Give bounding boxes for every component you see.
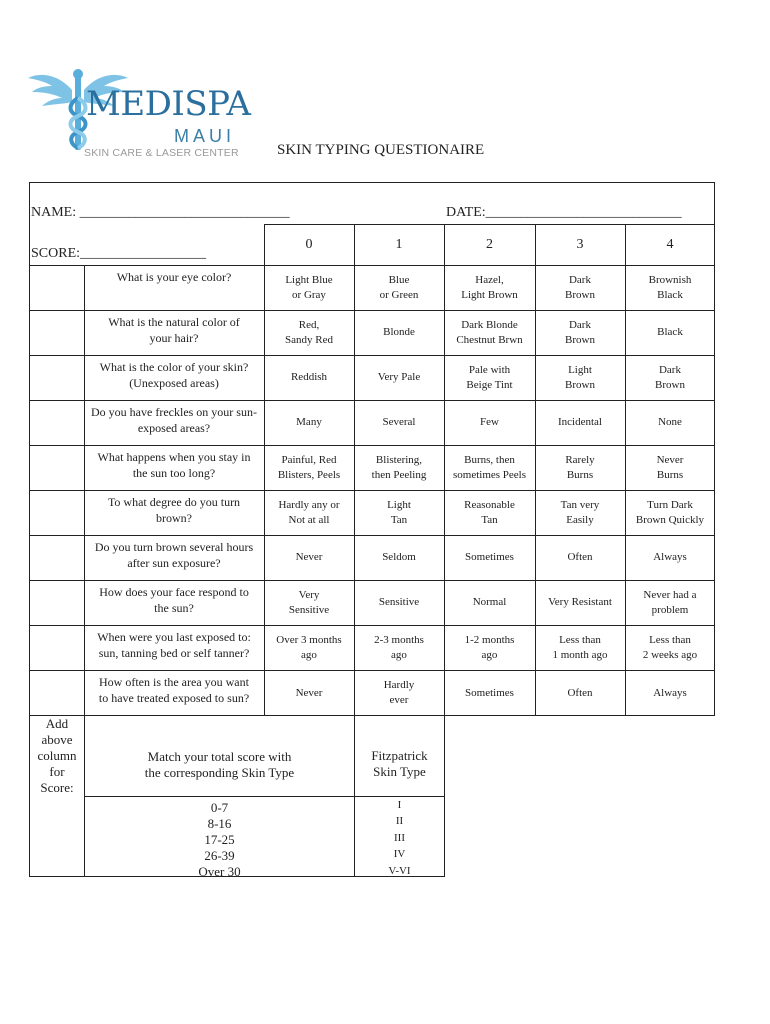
answer-option[interactable]: Hazel, Light Brown: [461, 273, 518, 301]
answer-option[interactable]: Never: [295, 686, 323, 699]
match-label: Match your total score with the corresponding Skin Type: [144, 749, 295, 780]
question-text: Do you have freckles on your sun- exposed areas?: [91, 405, 257, 435]
answer-option[interactable]: Seldom: [382, 551, 416, 563]
answer-option[interactable]: Sensitive: [378, 596, 420, 608]
answer-option[interactable]: Blonde: [383, 326, 415, 338]
skin-type-item: IV: [393, 848, 406, 860]
score-range-item: 26-39: [204, 848, 235, 863]
score-range-item: Over 30: [198, 864, 241, 879]
score-range-item: 8-16: [207, 816, 232, 831]
answer-option[interactable]: Sometimes: [465, 551, 514, 563]
answer-option[interactable]: Over 3 months ago: [276, 633, 342, 661]
answer-option[interactable]: Less than 2 weeks ago: [642, 633, 698, 661]
question-text: When were you last exposed to: sun, tanning bed or self tanner?: [97, 630, 251, 660]
answer-option[interactable]: Normal: [472, 596, 507, 608]
answer-option[interactable]: Light Brown: [565, 363, 595, 391]
question-text: What is your eye color?: [116, 270, 232, 284]
answer-option[interactable]: Many: [296, 416, 322, 428]
score-range-item: 17-25: [204, 832, 235, 847]
answer-option[interactable]: Very Pale: [377, 371, 421, 383]
question-text: What happens when you stay in the sun too long?: [97, 450, 251, 480]
answer-option[interactable]: Light Tan: [387, 498, 411, 526]
answer-option[interactable]: Rarely Burns: [565, 453, 595, 481]
name-field[interactable]: NAME: ______________________________: [31, 205, 290, 220]
answer-option[interactable]: Blue or Green: [379, 273, 419, 301]
answer-option[interactable]: 1-2 months ago: [464, 633, 515, 661]
answer-option[interactable]: Light Blue or Gray: [285, 273, 333, 301]
answer-option[interactable]: Tan very Easily: [560, 498, 600, 526]
skin-type-item: I: [397, 798, 402, 811]
answer-option[interactable]: Sometimes: [465, 686, 514, 699]
logo-brand: MEDISPA: [86, 84, 251, 124]
answer-option[interactable]: Few: [480, 416, 499, 428]
answer-option[interactable]: Often: [567, 551, 593, 563]
answer-option[interactable]: Always: [653, 686, 687, 699]
skin-type-item: V-VI: [388, 864, 411, 877]
answer-option[interactable]: Dark Blonde Chestnut Brwn: [456, 318, 523, 346]
question-text: What is the color of your skin? (Unexposed areas): [99, 360, 249, 390]
answer-option[interactable]: 2-3 months ago: [374, 633, 424, 661]
answer-option[interactable]: Brownish Black: [648, 273, 692, 301]
page-title: SKIN TYPING QUESTIONAIRE: [277, 142, 485, 158]
answer-option[interactable]: Reasonable Tan: [464, 498, 515, 526]
date-field[interactable]: DATE:____________________________: [446, 205, 682, 220]
score-range-item: 0-7: [210, 800, 229, 815]
column-score-header: 0: [305, 237, 313, 252]
answer-option[interactable]: Hardly any or Not at all: [278, 498, 340, 526]
answer-option[interactable]: Pale with Beige Tint: [466, 363, 513, 391]
column-score-header: 1: [395, 237, 403, 252]
answer-option[interactable]: Several: [382, 416, 416, 428]
answer-option[interactable]: Turn Dark Brown Quickly: [635, 498, 705, 526]
column-score-header: 4: [666, 237, 674, 252]
answer-option[interactable]: Always: [653, 551, 687, 563]
answer-option[interactable]: Very Resistant: [548, 596, 612, 608]
logo-tagline: SKIN CARE & LASER CENTER: [84, 147, 239, 159]
question-text: To what degree do you turn brown?: [107, 495, 241, 525]
logo-location: MAUI: [174, 126, 235, 146]
answer-option[interactable]: Less than 1 month ago: [552, 633, 608, 661]
answer-option[interactable]: Hardly ever: [383, 679, 415, 706]
column-score-header: 2: [486, 237, 493, 252]
answer-option[interactable]: Dark Brown: [655, 363, 685, 391]
answer-option[interactable]: Burns, then sometimes Peels: [452, 453, 527, 481]
answer-option[interactable]: Painful, Red Blisters, Peels: [277, 453, 341, 481]
answer-option[interactable]: Very Sensitive: [288, 588, 330, 616]
answer-option[interactable]: Never: [295, 551, 323, 563]
question-text: How does your face respond to the sun?: [99, 585, 249, 615]
score-field[interactable]: SCORE:__________________: [31, 246, 207, 261]
answer-option[interactable]: Never had a problem: [643, 588, 697, 616]
answer-option[interactable]: Dark Brown: [565, 273, 595, 301]
question-text: What is the natural color of your hair?: [108, 315, 240, 345]
question-text: How often is the area you want to have treated exposed to sun?: [98, 675, 250, 705]
answer-option[interactable]: Reddish: [290, 371, 328, 383]
medispa-logo: [28, 68, 251, 160]
add-column-label: Add above column for Score:: [37, 716, 77, 795]
skin-type-item: III: [394, 831, 405, 844]
answer-option[interactable]: Incidental: [558, 416, 602, 428]
answer-option[interactable]: Often: [567, 686, 593, 699]
column-score-header: 3: [576, 237, 584, 252]
answer-option[interactable]: Dark Brown: [565, 318, 595, 346]
answer-option[interactable]: Red, Sandy Red: [285, 318, 333, 346]
fitzpatrick-label: Fitzpatrick Skin Type: [371, 748, 428, 779]
answer-option[interactable]: None: [658, 416, 682, 428]
question-text: Do you turn brown several hours after sun exposure?: [94, 540, 254, 570]
skin-type-item: II: [395, 815, 404, 827]
answer-option[interactable]: Never Burns: [656, 453, 684, 481]
answer-option[interactable]: Blistering, then Peeling: [371, 453, 427, 481]
answer-option[interactable]: Black: [657, 326, 683, 338]
